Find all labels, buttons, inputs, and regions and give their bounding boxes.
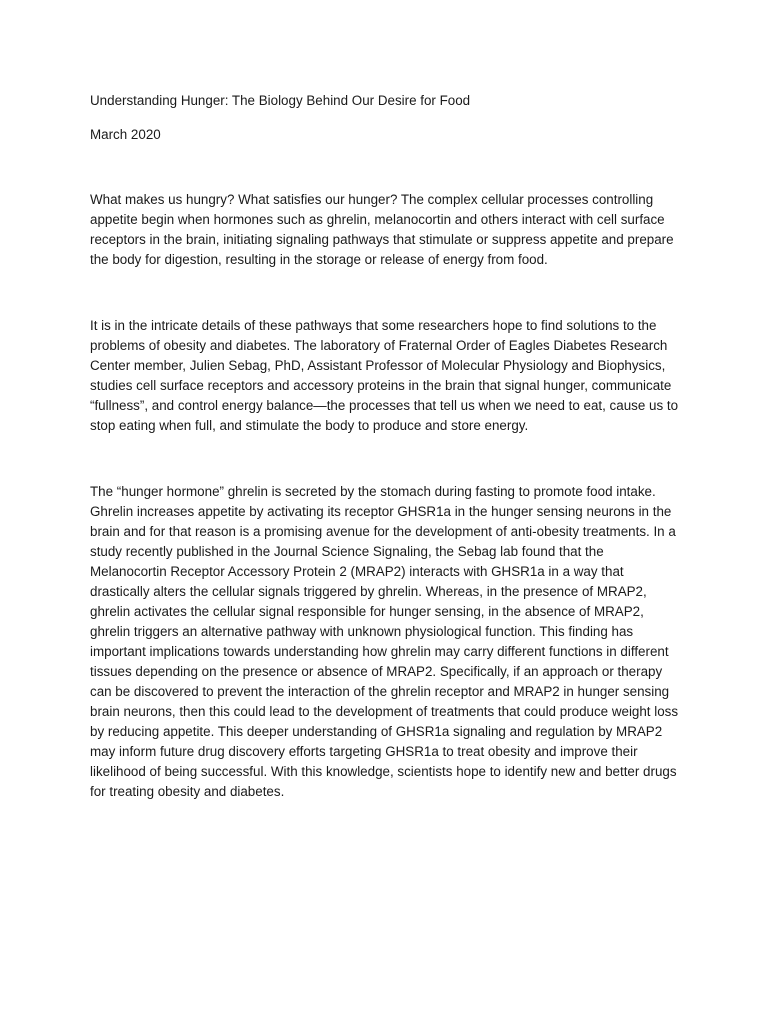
paragraph: The “hunger hormone” ghrelin is secreted by the stomach during fasting to promote food intake. Ghrelin increases appetite by activating its receptor GHSR1a in the hunger sensing neurons in the brain and for that reason is a promising avenue for the development of anti-obesity treatments. In a study recently published in the Journal Science Signaling, the Sebag lab found that the Melanocortin Receptor Accessory Protein 2 (MRAP2) interacts with GHSR1a in a way that drastically alters the cellular signals triggered by ghrelin. Whereas, in the presence of MRAP2, ghrelin activates the cellular signal responsible for hunger sensing, in the absence of MRAP2, ghrelin triggers an alternative pathway with unknown physiological function. This finding has important implications towards understanding how ghrelin may carry different functions in different tissues depending on the presence or absence of MRAP2. Specifically, if an approach or therapy can be discovered to prevent the interaction of the ghrelin receptor and MRAP2 in hunger sensing brain neurons, then this could lead to the development of treatments that could produce weight loss by reducing appetite. This deeper understanding of GHSR1a signaling and regulation by MRAP2 may inform future drug discovery efforts targeting GHSR1a to treat obesity and improve their likelihood of being successful. With this knowledge, scientists hope to identify new and better drugs for treating obesity and diabetes. (90, 484, 679, 799)
paragraph: What makes us hungry? What satisfies our hunger? The complex cellular processes controlling appetite begin when hormones such as ghrelin, melanocortin and others interact with cell surface receptors in the brain, initiating signaling pathways that stimulate or suppress appetite and prepare the body for digestion, resulting in the storage or release of energy from food. (90, 192, 674, 267)
document-title: Understanding Hunger: The Biology Behind Our Desire for Food (90, 93, 471, 108)
document-date: March 2020 (90, 127, 161, 142)
paragraph: It is in the intricate details of these pathways that some researchers hope to find solutions to the problems of obesity and diabetes. The laboratory of Fraternal Order of Eagles Diabetes Research Center member, Julien Sebag, PhD, Assistant Professor of Molecular Physiology and Biophysics, studies cell surface receptors and accessory proteins in the brain that signal hunger, communicate “fullness”, and control energy balance—the processes that tell us when we need to eat, cause us to stop eating when full, and stimulate the body to produce and store energy. (90, 318, 679, 433)
